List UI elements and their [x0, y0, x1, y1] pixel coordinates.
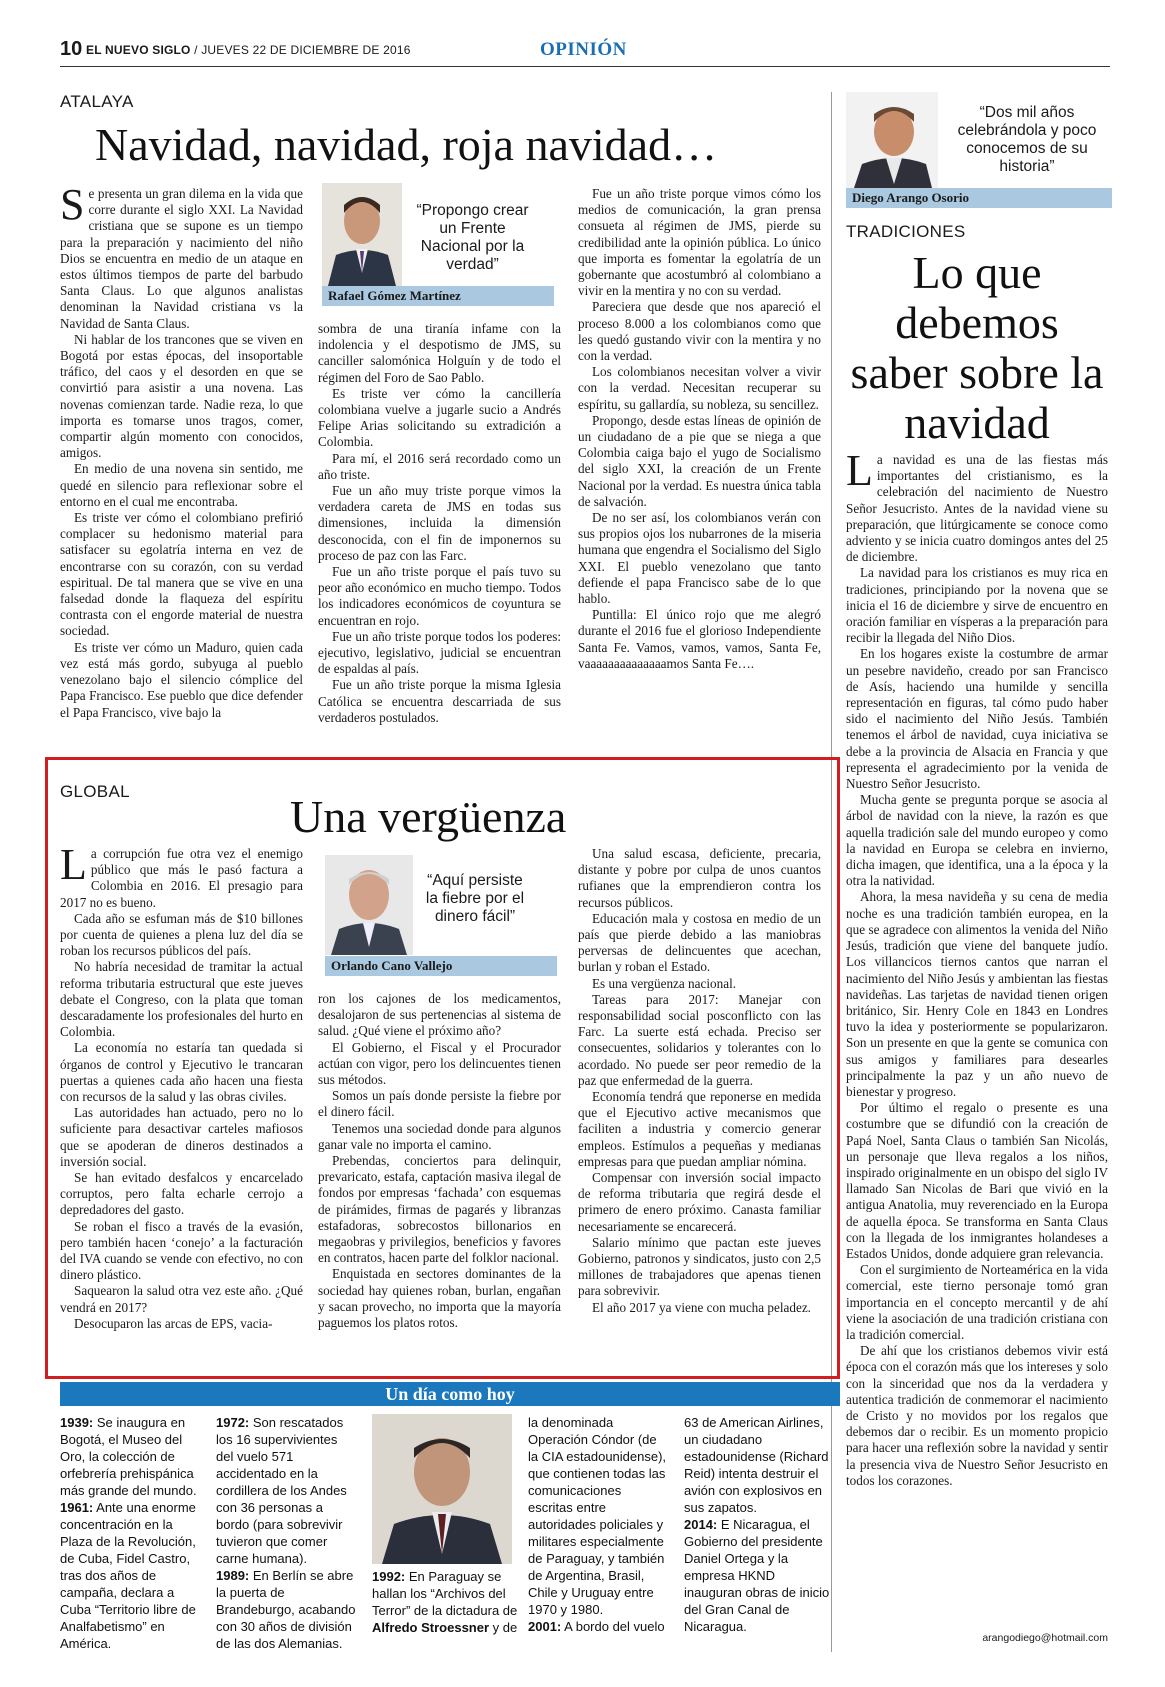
paragraph: Mucha gente se pregunta porque se asocia al árbol de navidad con la nieve, la razón es que aquella tradición sale del mundo europeo y como la navidad en Europa se celebra en invierno, dicha imagen, que identifica, una a la época y la otra la natividad. — [846, 792, 1108, 889]
page-number: 10 — [60, 38, 83, 60]
article2-col2 — [318, 991, 561, 1331]
paragraph: Desocuparon las arcas de EPS, vacia- — [74, 1315, 273, 1331]
dia-entry: 1972: Son rescatados los 16 supervivientes del vuelo 571 accidentado en la cordillera de los Andes con 36 personas a bordo (para sobrevivir tuvieron que comer carne humana). — [216, 1415, 347, 1566]
article1-col3 — [578, 186, 821, 672]
paragraph: Los colombianos necesitan volver a vivir con la verdad. Necesitan recuperar su espíritu, su gallardía, su nobleza, su sencillez. — [578, 364, 821, 412]
dia-header: Un día como hoy — [60, 1382, 840, 1406]
paragraph: sombra de una tiranía infame con la indolencia y el despotismo de JMS, su canciller salomónica Holguín y de todo el régimen del Foro de Sao Pablo. — [318, 321, 561, 385]
paragraph: Ahora, la mesa navideña y su cena de media noche es una tradición también europea, en la que se agradece con alimentos la venida del Niño Jesús, tradición que viene del banquete judío. Los villancicos tiernos cantos que narran el nacimiento del Niño Jesús y ambientan las fiestas navideñas. Las tarjetas de navidad tienen origen británico, Sir. Henry Cole en 1843 en Londres tuvo la idea y posteriormente se popularizaron. Son un presente en que la gente se comunica con sus amigos y familiares para desearles principalmente la paz y un año nuevo de bienestar y progreso. — [846, 889, 1108, 1099]
section-title: OPINIÓN — [540, 39, 627, 60]
article1-kicker: ATALAYA — [60, 92, 134, 111]
masthead-info — [86, 43, 411, 57]
dia-entry: 1989: En Berlín se abre la puerta de Brandeburgo, acabando con 30 años de división de las dos Alemanias. — [216, 1568, 356, 1651]
paragraph: La economía no estaría tan quedada si órganos de control y Ejecutivo le trancaran puertas a quienes cada año hacen una fiesta con recursos de la salud y las obras civiles. — [60, 1040, 303, 1105]
dia-col4 — [528, 1414, 668, 1635]
paragraph: Somos un país donde persiste la fiebre por el dinero fácil. — [318, 1088, 561, 1120]
paragraph: Se roban el fisco a través de la evasión, pero también hacen ‘conejo’ a la facturación del IVA cuando se vende con efectivo, no con dinero plástico. — [60, 1218, 303, 1283]
paragraph: De no ser así, los colombianos verán con sus propios ojos los nubarrones de la miseria humana que engendra el Socialismo del Siglo XXI. El pueblo venezolano que tanto defiende el papa Francisco sabe de lo que hablo. — [578, 510, 821, 607]
author-photo-gomez — [322, 183, 402, 286]
article3-body: La navidad es una de las fiestas más importantes del cristianismo, es la celebración del nacimiento de Nuestro Señor Jesucristo. Antes de la navidad viene su preparación, que litúrgicamente se conoce como adviento y se inicia cuatro domingos antes del 25 de diciembre. La navidad para los cristianos es muy rica en tradiciones, principiando por la novena que se inicia el 16 de diciembre y sirve de encuentro en oración familiar en vísperas a la preparación para recibir la llegada del Niño Dios. En los hogares existe la costumbre de armar un pesebre navideño, creado por san Francisco de Asís, haciendo una humilde y sencilla representación en figuras, tal cómo pudo haber sido el nacimiento del Niño Jesús. También tenemos el árbol de navidad, cuya iniciativa se debe a la provincia de Alsacia en Francia y que representa el agradecimiento por la venida de Nuestro Señor Jesucristo. Mucha gente se pregunta porque se asocia al árbol de navidad con la nieve, la razón es que aquella tradición sale del mundo europeo y como la navidad en Europa se celebra en invierno, dicha imagen, que identifica, una a la época y la otra la natividad. Ahora, la mesa navideña y su cena de media noche es una tradición también europea, en la que se agradece con alimentos la venida del Niño Jesús, tradición que viene del banquete judío. Los villancicos tiernos cantos que narran el nacimiento del Niño Jesús y ambientan las fiestas navideñas. Las tarjetas de navidad tienen origen británico, Sir. Henry Cole en 1843 en Londres tuvo la idea y posteriormente se popularizaron. Son un presente en que la gente se comunica con sus amigos y familiares para desearles principalmente la paz y un año nuevo de bienestar y progreso. Por último el regalo o presente es una costumbre que se difundió con la creación de Papá Noel, Santa Claus o también San Nicolás, un personaje que lleva regalos a los niños, inspirado originalmente en un obispo del siglo IV llamado San Nicolas de Bari que vivió en la antigua Anatolia, muy reverenciado en la Europa de aquella época. Se transforma en Santa Claus con la llegada de los inmigrantes holandeses a Estados Unidos, donde adquiere gran relevancia. Con el surgimiento de Norteamérica en la vida comercial, este tierno personaje tomó gran importancia en el concepto mercantil y de ahí viene la asociación de una tradición cristiana con la tradición comercial. De ahí que los cristianos debemos vivir está época con el corazón más que los intereses y solo con la sinceridad que nos da la verdadera y autentica tradición de conmemorar el nacimiento de Cristo y no movidos por los regalos que debemos dar o recibir. Es un momento propicio para hacer una reflexión sobre la navidad y sentir la presencia viva de Nuestro Señor Jesucristo en todos los corazones. — [846, 446, 1108, 1488]
dia-entry: la denominada Operación Cóndor (de la CIA estadounidense), que contienen todas las comunicaciones escritas entre autoridades policiales y militares especialmente de Paraguay, y también de Argentina, Brasil, Chile y Uruguay entre 1970 y 1980. — [528, 1415, 667, 1617]
article3-title: Lo que debemos saber sobre la navidad — [850, 247, 1104, 448]
article2-byline: Orlando Cano Vallejo — [325, 956, 557, 976]
paragraph: Fue un año triste porque la misma Iglesia Católica se encuentra descarriada de sus verdaderos postulados. — [318, 677, 561, 725]
paragraph: Tareas para 2017: Manejar con responsabilidad social posconflicto con las Farc. La suerte está echada. Preciso ser consecuentes, solidarios y tolerantes con lo acordado. No puede ser peor remedio de la paz que enfermedad de la guerra. — [578, 991, 821, 1088]
dia-entry: 2014: E Nicaragua, el Gobierno del presidente Daniel Ortega y la empresa HKND inauguran obras de inicio del Gran Canal de Nicaragua. — [684, 1517, 830, 1634]
dia-col5 — [684, 1414, 830, 1635]
paragraph: Es triste ver cómo el colombiano prefirió complacer su hedonismo material para satisfacer su egolatría interna en vez de encontrarse con su corazón, con su verdad espiritual. De tal manera que se vive en una falsedad donde la flaqueza del espíritu contrasta con el engorde material de nuestra sociedad. — [60, 510, 303, 639]
article2-pull-quote: “Aquí persiste la fiebre por el dinero fácil” — [425, 872, 525, 925]
paragraph: Por último el regalo o presente es una costumbre que se difundió con la creación de Papá Noel, Santa Claus o también San Nicolás, un personaje que lleva regalos a los niños, inspirado originalmente en un obispo del siglo IV llamado San Nicolas de Bari que vivió en la antigua Anatolia, muy reverenciado en la Europa de aquella época. Se transforma en Santa Claus con la llegada de los inmigrantes holandeses a Estados Unidos, donde adquiere gran relevancia. — [846, 1100, 1108, 1261]
article3-kicker: TRADICIONES — [846, 222, 966, 241]
author-email: arangodiego@hotmail.com — [982, 1632, 1108, 1644]
paragraph: En los hogares existe la costumbre de armar un pesebre navideño, creado por san Francisco de Asís, haciendo una humilde y sencilla representación en figuras, tal cómo pudo haber sido el nacimiento del Niño Jesús. También tenemos el árbol de navidad, cuya iniciativa se debe a la provincia de Alsacia en Francia y que representa el agradecimiento por la venida de Nuestro Señor Jesucristo. — [846, 646, 1108, 792]
paragraph: No habría necesidad de tramitar la actual reforma tributaria estructural que este jueves debate el Congreso, con la plata que toman descaradamente los profesionales del hurto en Colombia. — [60, 959, 303, 1040]
paragraph: El año 2017 ya viene con mucha peladez. — [592, 1299, 811, 1315]
paragraph: Propongo, desde estas líneas de opinión de un ciudadano de a pie que se niega a que Colombia caiga bajo el yugo de Socialismo del siglo XXI, la creación de un Frente Nacional por la verdad. Es nuestra única tabla de salvación. — [578, 412, 821, 509]
dia-col1 — [60, 1414, 206, 1652]
paragraph: La navidad para los cristianos es muy rica en tradiciones, principiando por la novena que se inicia el 16 de diciembre y sirve de encuentro en oración familiar en vísperas a la preparación para recibir la llegada del Niño Dios. — [846, 565, 1108, 646]
paragraph: En medio de una novena sin sentido, me quedé en silencio para reflexionar sobre el entorno en el cual me encontraba. — [60, 461, 303, 509]
paragraph: El Gobierno, el Fiscal y el Procurador actúan con vigor, pero los delincuentes tienen sus métodos. — [318, 1039, 561, 1088]
article1-col1: Se presenta un gran dilema en la vida que corre durante el siglo XXI. La Navidad cristiana que se supone es un tiempo para la preparación y nacimiento del niño Dios se encuentra en medio de un ataque en estos últimos tiempos de parte del barbudo Santa Claus. Lo que algunos analistas denominan la Navidad cristiana vs la Navidad de Santa Claus. Ni hablar de los trancones que se viven en Bogotá por estas épocas, del insoportable tráfico, del caos y el desorden en que se convirtió para asistir a una novena. Las novenas comienzan tarde. Nadie reza, lo que importa es tomarse unos tragos, comer, compartir algún momento con conocidos, amigos. En medio de una novena sin sentido, me quedé en silencio para reflexionar sobre el entorno en el cual me encontraba. Es triste ver cómo el colombiano prefirió complacer su hedonismo material para satisfacer su egolatría interna en vez de encontrarse con su corazón, con su verdad espiritual. De tal manera que se vive en una falsedad donde la flaqueza del espíritu contrasta con el engorde material de nuestra sociedad. Es triste ver cómo un Maduro, quien cada vez está más gordo, subyuga al pueblo venezolano bajo el silencio cómplice del Papa Francisco. Ese pueblo que dice defender el Papa Francisco, vive bajo la — [60, 180, 303, 720]
dropcap: L — [846, 446, 873, 495]
paragraph: Se han evitado desfalcos y encarcelado corruptos, pero falta echarle cerrojo a depredadores del gasto. — [60, 1170, 303, 1218]
paragraph: Puntilla: El único rojo que me alegró durante el 2016 fue el glorioso Independiente Santa Fe. Vamos, vamos, vamos, Santa Fe, vaaaaaaaaaaaaaamos Santa Fe…. — [578, 607, 821, 671]
article3-byline: Diego Arango Osorio — [846, 188, 1112, 208]
paragraph: Con el surgimiento de Norteamérica en la vida comercial, este tierno personaje tomó gran importancia en el concepto mercantil y de ahí viene la asociación de una tradición cristiana con la tradición comercial. — [846, 1262, 1108, 1342]
dia-entry: 2001: A bordo del vuelo — [528, 1619, 665, 1634]
paragraph: Tenemos una sociedad donde para algunos ganar vale no importa el camino. — [318, 1120, 561, 1152]
paragraph: Es triste ver cómo la cancillería colombiana vuelve a jugarle sucio a Andrés Felipe Arias solicitando su extradición a Colombia. — [318, 385, 561, 450]
paragraph: ron los cajones de los medicamentos, desalojaron de sus pertenencias al sistema de salud. ¿Qué viene el próximo año? — [318, 991, 561, 1039]
paragraph: De ahí que los cristianos debemos vivir está época con el corazón más que los intereses y solo con la sinceridad que nos da la verdadera y autentica tradición de conmemorar el nacimiento de Cristo y no movidos por los regalos que debemos dar o recibir. Es un momento propicio para hacer una reflexión sobre la navidad y sentir la presencia viva de Nuestro Señor Jesucristo en todos los corazones. — [846, 1343, 1108, 1488]
paragraph: Fue un año triste porque vimos cómo los medios de comunicación, la gran prensa consueta al régimen de JMS, pierde su credibilidad ante la opinión pública. Lo único que importa es fomentar la egolatría de un gobernante que acostumbró al colombiano a vivir en la mentira y no con su verdad. — [578, 186, 821, 299]
dia-entry: 1961: Ante una enorme concentración en la Plaza de la Revolución, de Cuba, Fidel Castro, tras dos años de campaña, declara a Cuba “Territorio libre de Analfabetismo” en América. — [60, 1500, 196, 1651]
paragraph: Enquistada en sectores dominantes de la sociedad hay quienes roban, burlan, engañan y sacan provecho, no importa que la mayoría paguemos los platos rotos. — [318, 1266, 561, 1331]
dia-col2 — [216, 1414, 358, 1652]
paragraph: Una salud escasa, deficiente, precaria, distante y pobre por culpa de unos cuantos rufianes que la emprendieron contra los recursos públicos. — [578, 846, 821, 910]
author-photo-arango — [846, 92, 938, 188]
paragraph: Las autoridades han actuado, pero no lo suficiente para desactivar carteles mafiosos que se apoderan de dineros destinados a inversión social. — [60, 1105, 303, 1169]
paragraph: Salario mínimo que pactan este jueves Gobierno, patronos y sindicatos, justo con 2,5 millones de trabajadores que apenas tienen para sobrevivir. — [578, 1234, 821, 1299]
paragraph: Es una vergüenza nacional. — [592, 975, 737, 991]
article2-col1: La corrupción fue otra vez el enemigo público que más le pasó factura a Colombia en 2016. El presagio para 2017 no es bueno. Cada año se esfuman más de $10 billones por cuenta de quienes a plena luz del día se roban los recursos públicos del país. No habría necesidad de tramitar la actual reforma tributaria estructural que este jueves debate el Congreso, con la plata que toman descaradamente los profesionales del hurto en Colombia. La economía no estaría tan quedada si órganos de control y Ejecutivo le trancaran puertas a quienes cada año hacen una fiesta con recursos de la salud y las obras civiles. Las autoridades han actuado, pero no lo suficiente para desactivar carteles mafiosos que se apoderan de dineros destinados a inversión social. Se han evitado desfalcos y encarcelado corruptos, pero falta echarle cerrojo a depredadores del gasto. Se roban el fisco a través de la evasión, pero también hacen ‘conejo’ a la facturación del IVA cuando se vende con efectivo, no con dinero plástico. Saquearon la salud otra vez este año. ¿Qué vendrá en 2017? Desocuparon las arcas de EPS, vacia- — [60, 840, 303, 1331]
dropcap: S — [60, 180, 85, 229]
dia-entry: 63 de American Airlines, un ciudadano estadounidense (Richard Reid) intenta destruir el avión con explosivos en sus zapatos. — [684, 1415, 829, 1515]
paragraph: Compensar con inversión social impacto de reforma tributaria que regirá desde el primero de enero próximo. Canasta familiar necesariamente se encarecerá. — [578, 1170, 821, 1234]
author-photo-cano — [325, 855, 413, 955]
paragraph: Prebendas, conciertos para delinquir, prevaricato, estafa, captación masiva ilegal de fondos por empresas ‘fachada’ con esquemas de pirámides, firmas de pagarés y libranzas estafadoras, sobrecostos billonarios en megaobras y privilegios, beneficios y favores en contratos, hacen parte del folklor nacional. — [318, 1153, 561, 1266]
paragraph: Educación mala y costosa en medio de un país que pierde debido a las maniobras perversas de delincuentes que acechan, burlan y roban el Estado. — [578, 910, 821, 975]
paragraph: Fue un año triste porque el país tuvo su peor año económico en mucho tiempo. Todos los indicadores económicos de coyuntura se encuentran en rojo. — [318, 564, 561, 628]
article1-pull-quote: “Propongo crear un Frente Nacional por la verdad” — [416, 202, 529, 273]
issue-date: / JUEVES 22 DE DICIEMBRE DE 2016 — [190, 43, 411, 57]
paragraph: Pareciera que desde que nos apareció el proceso 8.000 a los colombianos como que les quedó gustando vivir con la mentira y no con la verdad. — [578, 299, 821, 364]
paragraph: Para mí, el 2016 será recordado como un año triste. — [318, 450, 561, 482]
article2-kicker: GLOBAL — [60, 782, 130, 801]
paragraph: Economía tendrá que reponerse en medida que el Ejecutivo active mecanismos que faciliten a industria y comercio generar empleos. Estímulos a pequeñas y medianas empresas para que puedan ampliar nómina. — [578, 1089, 821, 1169]
article2-col3 — [578, 846, 821, 1316]
paragraph: Fue un año muy triste porque vimos la verdadera careta de JMS en todas sus dimensiones, incluida la dimensión desconocida, con el fin de imponernos su proceso de paz con las Farc. — [318, 483, 561, 563]
article2-title: Una vergüenza — [290, 791, 567, 842]
paragraph: Saquearon la salud otra vez este año. ¿Qué vendrá en 2017? — [60, 1283, 303, 1315]
article1-title: Navidad, navidad, roja navidad… — [95, 119, 718, 170]
dropcap: L — [60, 840, 87, 889]
article1-col2 — [318, 321, 561, 726]
paper-name: EL NUEVO SIGLO — [86, 43, 191, 57]
paragraph: Ni hablar de los trancones que se viven en Bogotá por estas épocas, del insoportable tráfico, del caos y el desorden en que se convirtió para asistir a una novena. Las novenas comienzan tarde. Nadie reza, lo que importa es tomarse unos tragos, comer, compartir algún momento con conocidos, amigos. — [60, 331, 303, 461]
paragraph: Cada año se esfuman más de $10 billones por cuenta de quienes a plena luz del día se roban los recursos públicos del país. — [60, 910, 303, 959]
article1-byline: Rafael Gómez Martínez — [322, 286, 554, 306]
dia-entry: 1939: Se inaugura en Bogotá, el Museo del Oro, la colección de orfebrería prehispánica más grande del mundo. — [60, 1415, 197, 1498]
paragraph: Fue un año triste porque todos los poderes: ejecutivo, legislativo, judicial se encuentran de espaldas al país. — [318, 628, 561, 677]
paragraph: Es triste ver cómo un Maduro, quien cada vez está más gordo, subyuga al pueblo venezolano bajo el silencio cómplice del Papa Francisco. Ese pueblo que dice defender el Papa Francisco, vive bajo la — [60, 639, 303, 720]
historic-photo-stroessner — [372, 1414, 512, 1564]
masthead — [60, 38, 1110, 67]
dia-col3: 1992: En Paraguay se hallan los “Archivos del Terror” de la dictadura de Alfredo Stroessner y de — [372, 1569, 518, 1635]
article3-pull-quote: “Dos mil años celebrándola y poco conocemos de su historia” — [957, 104, 1097, 175]
